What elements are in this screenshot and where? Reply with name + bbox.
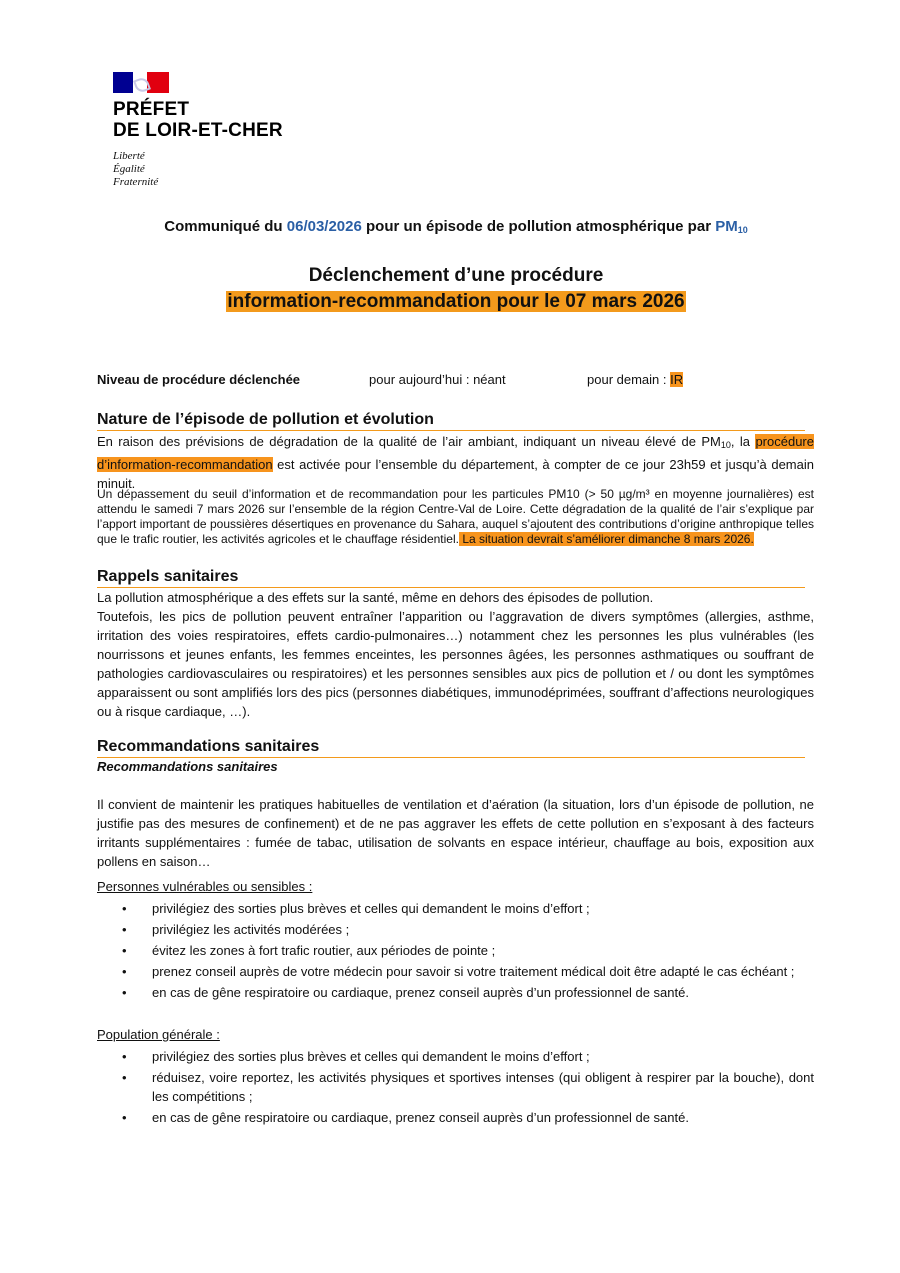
- nature-p2-highlight: La situation devrait s’améliorer dimanche 8 mars 2026.: [458, 532, 754, 546]
- nature-p1-text-c: est activée pour l’ensemble du département, à compter de ce jour 23h59 et jusqu’à demain minuit.: [97, 457, 814, 491]
- nature-p1-highlight: procédure d’information-recommandation: [97, 434, 814, 472]
- niveau-tomorrow-label: pour demain :: [587, 372, 671, 387]
- prefet-line2: DE LOIR-ET-CHER: [113, 120, 283, 141]
- list-item: • évitez les zones à fort trafic routier, aux périodes de pointe ;: [97, 941, 814, 960]
- nature-paragraph-2: [97, 487, 814, 547]
- pollutant-name: PM: [715, 218, 738, 235]
- title-line2-highlighted: information-recommandation pour le 07 mars 2026: [227, 291, 685, 312]
- list-item: • privilégiez les activités modérées ;: [97, 920, 814, 939]
- list-item: • prenez conseil auprès de votre médecin pour savoir si votre traitement médical doit être adapté le cas échéant ;: [97, 962, 814, 981]
- recommandations-subheading: Recommandations sanitaires: [97, 759, 278, 774]
- niveau-label: Niveau de procédure déclenchée: [97, 372, 301, 387]
- niveau-tomorrow: [587, 372, 683, 387]
- rappels-paragraph-1: La pollution atmosphérique a des effets sur la santé, même en dehors des épisodes de pollution.: [97, 590, 654, 605]
- list-item: • réduisez, voire reportez, les activités physiques et sportives intenses (qui obligent à respirer par la bouche), dont les compétitions ;: [97, 1068, 814, 1106]
- section-heading-nature: Nature de l’épisode de pollution et évolution: [97, 410, 805, 431]
- nature-paragraph-1: [97, 432, 814, 493]
- document-title: [0, 263, 900, 315]
- motto-fraternite: Fraternité: [113, 176, 159, 188]
- communique-middle: pour un épisode de pollution atmosphérique par: [361, 218, 716, 235]
- communique-prefix: Communiqué du: [164, 218, 287, 235]
- republic-motto: [113, 150, 283, 189]
- section-heading-rappels: Rappels sanitaires: [97, 567, 805, 588]
- nature-p1-subscript: 10: [720, 440, 731, 450]
- prefet-line1: PRÉFET: [113, 99, 190, 120]
- list-item: • en cas de gêne respiratoire ou cardiaque, prenez conseil auprès d’un professionnel de santé.: [97, 983, 814, 1002]
- list-item: • privilégiez des sorties plus brèves et celles qui demandent le moins d’effort ;: [97, 899, 814, 918]
- communique-line: [0, 218, 900, 235]
- niveau-tomorrow-value: IR: [670, 372, 684, 387]
- niveau-today: pour aujourd’hui : néant: [369, 372, 506, 387]
- motto-egalite: Égalité: [113, 163, 145, 175]
- prefecture-logo: [113, 72, 283, 189]
- marianne-flag-icon: [113, 72, 169, 93]
- nature-p2-text: Un dépassement du seuil d’information et de recommandation pour les particules PM10 (> 50 µg/m³ en moyenne journalières) est attendu le samedi 7 mars 2026 sur l’ensemble de la région Centre-Val de Loire. Cette dégradation de la qualité de l’air s’explique par l’apport important de poussières désertiques en provenance du Sahara, auquel s’ajoutent des contributions d’origine anthropique telles que le trafic routier, les activités agricoles et le chauffage résidentiel.: [97, 487, 814, 546]
- recommandations-paragraph: Il convient de maintenir les pratiques habituelles de ventilation et d’aération (la situation, lors d’un épisode de pollution, ne justifie pas des mesures de confinement) et de ne pas aggraver les effets de cette pollution en s’exposant à des facteurs irritants supplémentaires : fumée de tabac, utilisation de solvants en espace intérieur, chauffage au bois, exposition aux pollens en saison…: [97, 797, 814, 869]
- list-item: • privilégiez des sorties plus brèves et celles qui demandent le moins d’effort ;: [97, 1047, 814, 1066]
- general-list: [97, 1047, 814, 1129]
- pollutant: [715, 218, 748, 235]
- motto-liberte: Liberté: [113, 150, 145, 162]
- nature-p1-text-b: , la: [730, 434, 756, 449]
- rappels-paragraph-2: Toutefois, les pics de pollution peuvent entraîner l’apparition ou l’aggravation de divers symptômes (allergies, asthme, irritation des voies respiratoires, effets cardio-pulmonaires…) notamment chez les personnes les plus vulnérables (les nourrissons et jeunes enfants, les femmes enceintes, les personnes âgées, les personnes asthmatiques ou souffrant de pathologies cardiovasculaires ou respiratoires) et les personnes sensibles aux pics de pollution et / ou dont les symptômes apparaissent ou sont amplifiés lors des pics (personnes diabétiques, immunodéprimées, souffrant d’affections neurologiques ou à risque cardiaque, …).: [97, 609, 814, 719]
- prefet-title: [113, 99, 283, 141]
- nature-p1-text-a: En raison des prévisions de dégradation de la qualité de l’air ambiant, indiquant un niveau élevé de PM: [97, 434, 721, 449]
- list-item: • en cas de gêne respiratoire ou cardiaque, prenez conseil auprès d’un professionnel de santé.: [97, 1108, 814, 1127]
- section-heading-recommandations: Recommandations sanitaires: [97, 737, 805, 758]
- vulnerables-heading: Personnes vulnérables ou sensibles :: [97, 879, 313, 894]
- communique-date: 06/03/2026: [286, 218, 362, 235]
- pollutant-subscript: 10: [737, 225, 748, 235]
- title-line1: Déclenchement d’une procédure: [308, 265, 604, 286]
- vulnerables-list: [97, 899, 814, 1004]
- general-heading: Population générale :: [97, 1027, 220, 1042]
